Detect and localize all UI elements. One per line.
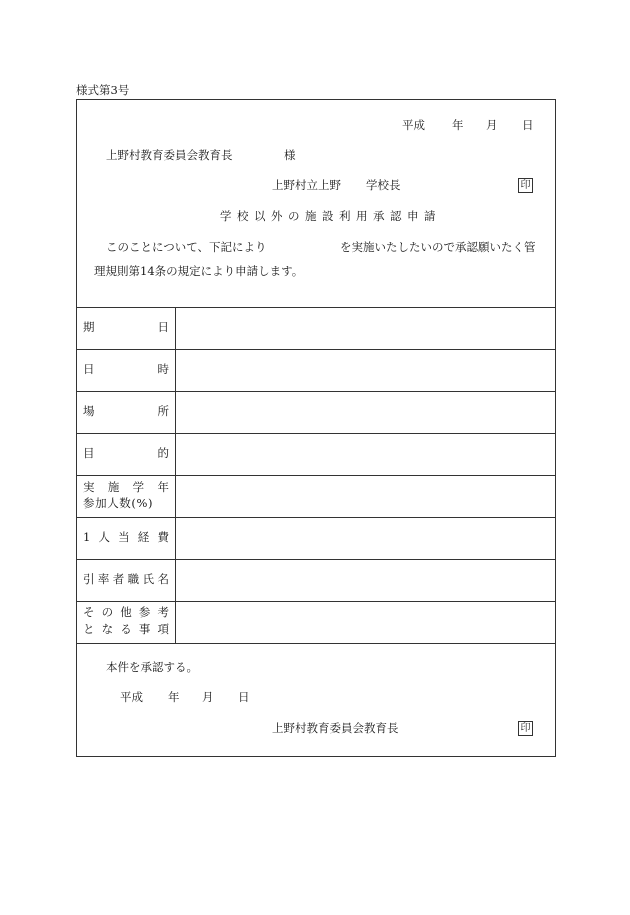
- body-line1-part1: このことについて、下記により: [106, 240, 267, 254]
- row-label-place: 場 所: [83, 404, 169, 418]
- purpose-value-cell[interactable]: [176, 434, 554, 475]
- chaperone-value-cell[interactable]: [176, 560, 554, 601]
- cost-value-cell[interactable]: [176, 518, 554, 559]
- row-label-participants: 参加人数(%): [83, 496, 154, 510]
- row-label-cost: 1 人 当 経 費: [83, 530, 169, 544]
- place-value-cell[interactable]: [176, 392, 554, 433]
- header-month-unit: 月: [486, 118, 498, 132]
- addressee-honorific: 様: [284, 148, 296, 162]
- header-era: 平成: [402, 118, 425, 132]
- row-label-chaperone: 引 率 者 職 氏 名: [83, 572, 169, 586]
- row-label-date: 期 日: [83, 320, 169, 334]
- document-title: 学校以外の施設利用承認申請: [220, 209, 441, 223]
- body-line1-part2: を実施いたしたいので承認願いたく管: [340, 240, 536, 254]
- row-label-other: そ の 他 参 考: [83, 605, 169, 619]
- applicant-seal: 印: [518, 178, 533, 193]
- participants-value-cell[interactable]: [176, 476, 554, 517]
- header-year-unit: 年: [452, 118, 464, 132]
- row-label-notes: と な る 事 項: [83, 622, 169, 636]
- approval-month-unit: 月: [202, 690, 214, 704]
- datetime-value-cell[interactable]: [176, 350, 554, 391]
- approval-year-unit: 年: [168, 690, 180, 704]
- form-number: 様式第3号: [76, 83, 130, 97]
- header-day-unit: 日: [522, 118, 534, 132]
- addressee-name: 上野村教育委員会教育長: [106, 148, 233, 162]
- approver-seal: 印: [518, 721, 533, 736]
- row-label-datetime: 日 時: [83, 362, 169, 376]
- row-divider: [76, 643, 556, 644]
- approval-day-unit: 日: [238, 690, 250, 704]
- approval-era: 平成: [120, 690, 143, 704]
- row-label-grade: 実 施 学 年: [83, 480, 169, 494]
- applicant-school: 上野村立上野: [272, 178, 341, 192]
- approval-text: 本件を承認する。: [106, 660, 198, 674]
- body-line2: 理規則第14条の規定により申請します。: [94, 264, 304, 278]
- date-value-cell[interactable]: [176, 308, 554, 349]
- notes-value-cell[interactable]: [176, 602, 554, 643]
- approver-name: 上野村教育委員会教育長: [272, 721, 399, 735]
- applicant-title: 学校長: [366, 178, 401, 192]
- row-label-purpose: 目 的: [83, 446, 169, 460]
